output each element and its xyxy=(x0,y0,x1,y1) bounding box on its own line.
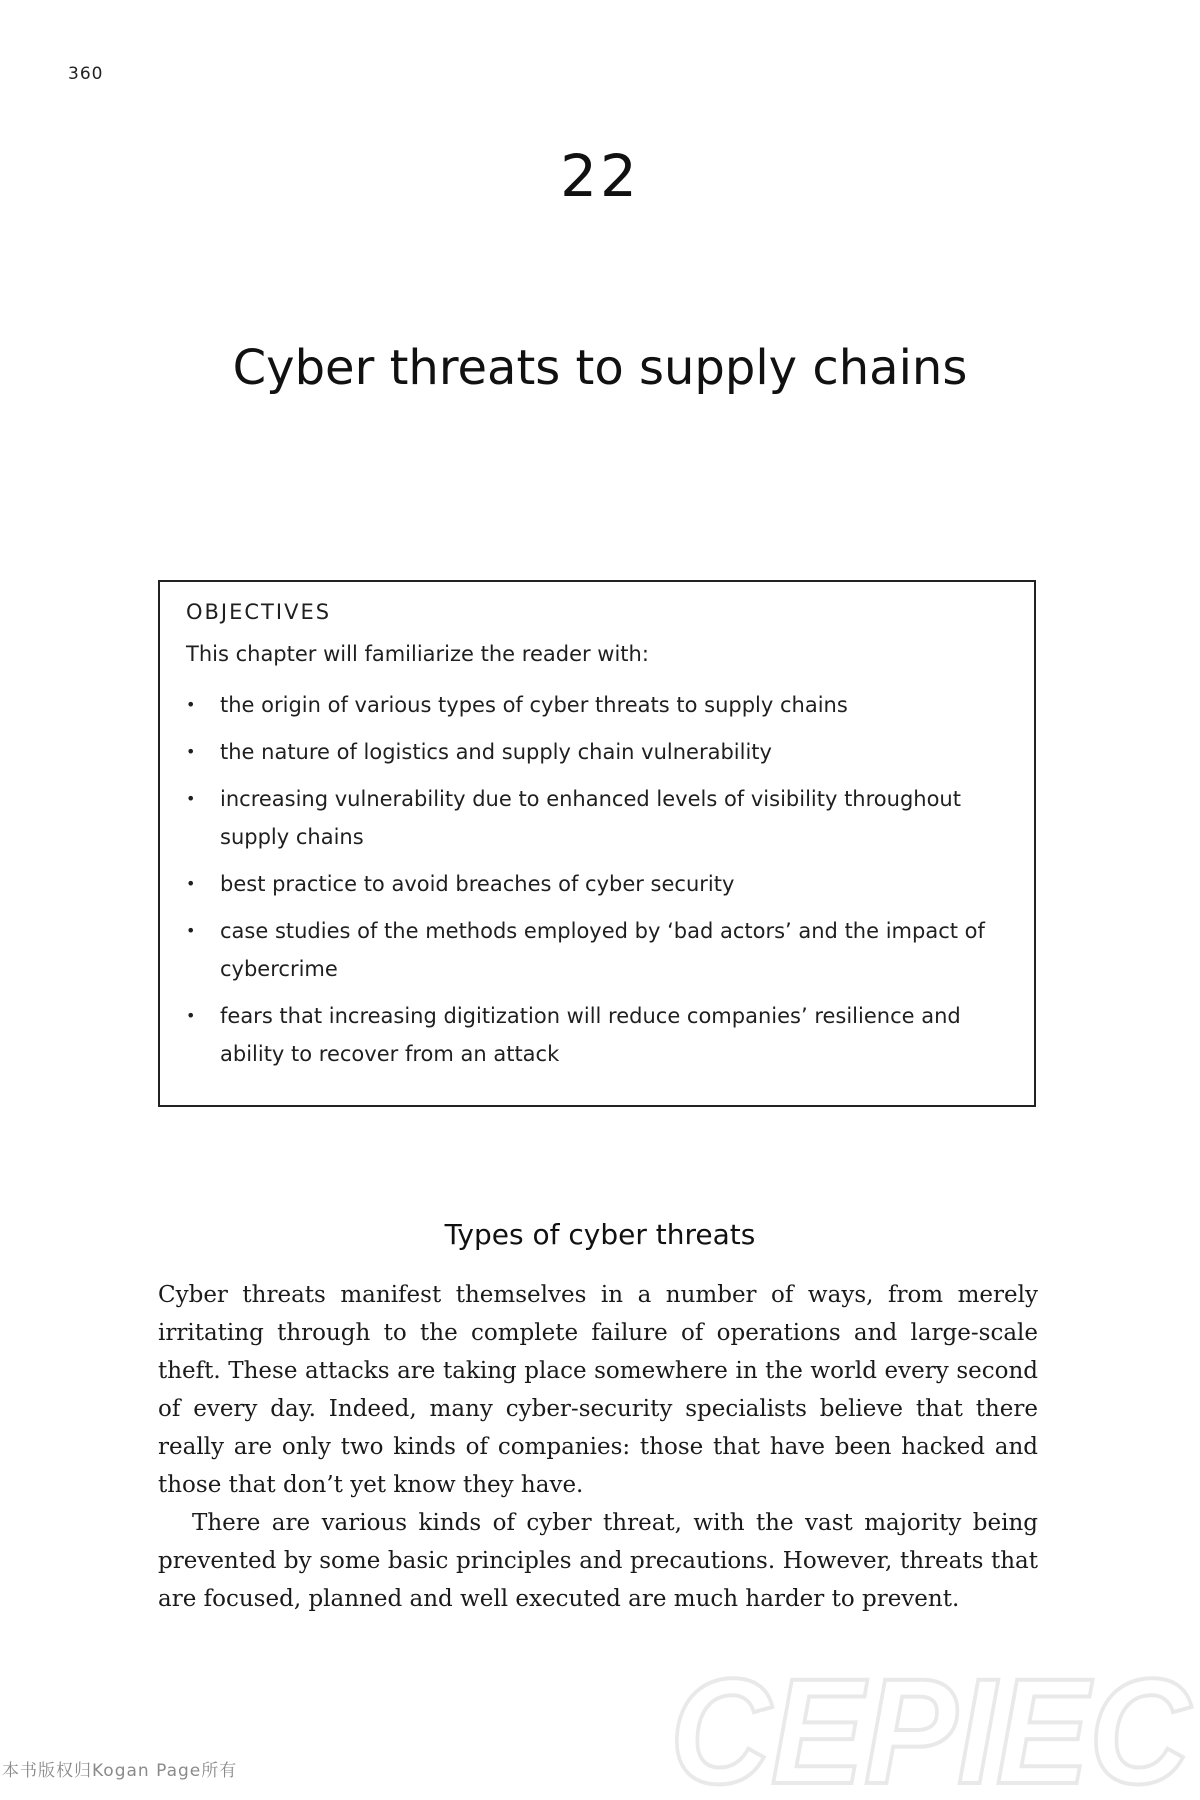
page-number: 360 xyxy=(68,64,104,84)
watermark-logo xyxy=(660,1665,1200,1800)
objectives-list xyxy=(186,686,1008,1073)
watermark-logo-text: CEPIEC xyxy=(670,1665,1193,1800)
body-paragraph: There are various kinds of cyber threat, with the vast majority being prevented by some basic principles and precautions. However, threats that are focused, planned and well executed are much harder to prevent. xyxy=(158,1510,1038,1612)
watermark-text: 本书版权归Kogan Page所有 xyxy=(2,1761,238,1781)
objectives-intro: This chapter will familiarize the reader with: xyxy=(186,642,649,666)
body-paragraph: Cyber threats manifest themselves in a number of ways, from merely irritating through to the complete failure of operations and large-scale theft. These attacks are taking place somewhere in the world every second of every day. Indeed, many cyber-security specialists believe that there really are only two kinds of companies: those that have been hacked and those that don’t yet know they have. xyxy=(158,1282,1038,1498)
objective-item: • fears that increasing digitization will reduce companies’ resilience and ability to recover from an attack xyxy=(186,997,1008,1073)
objective-item: • case studies of the methods employed by ‘bad actors’ and the impact of cybercrime xyxy=(186,912,1008,988)
objective-item: • best practice to avoid breaches of cyber security xyxy=(186,865,1008,903)
body-text xyxy=(158,1276,1038,1618)
objective-item: • the nature of logistics and supply chain vulnerability xyxy=(186,733,1008,771)
chapter-title: Cyber threats to supply chains xyxy=(232,340,968,396)
objectives-box xyxy=(158,580,1036,1107)
chapter-number: 22 xyxy=(560,142,640,210)
objectives-heading: OBJECTIVES xyxy=(186,600,332,624)
objective-item: • increasing vulnerability due to enhanced levels of visibility throughout supply chains xyxy=(186,780,1008,856)
objective-item: • the origin of various types of cyber threats to supply chains xyxy=(186,686,1008,724)
section-heading: Types of cyber threats xyxy=(444,1218,756,1251)
